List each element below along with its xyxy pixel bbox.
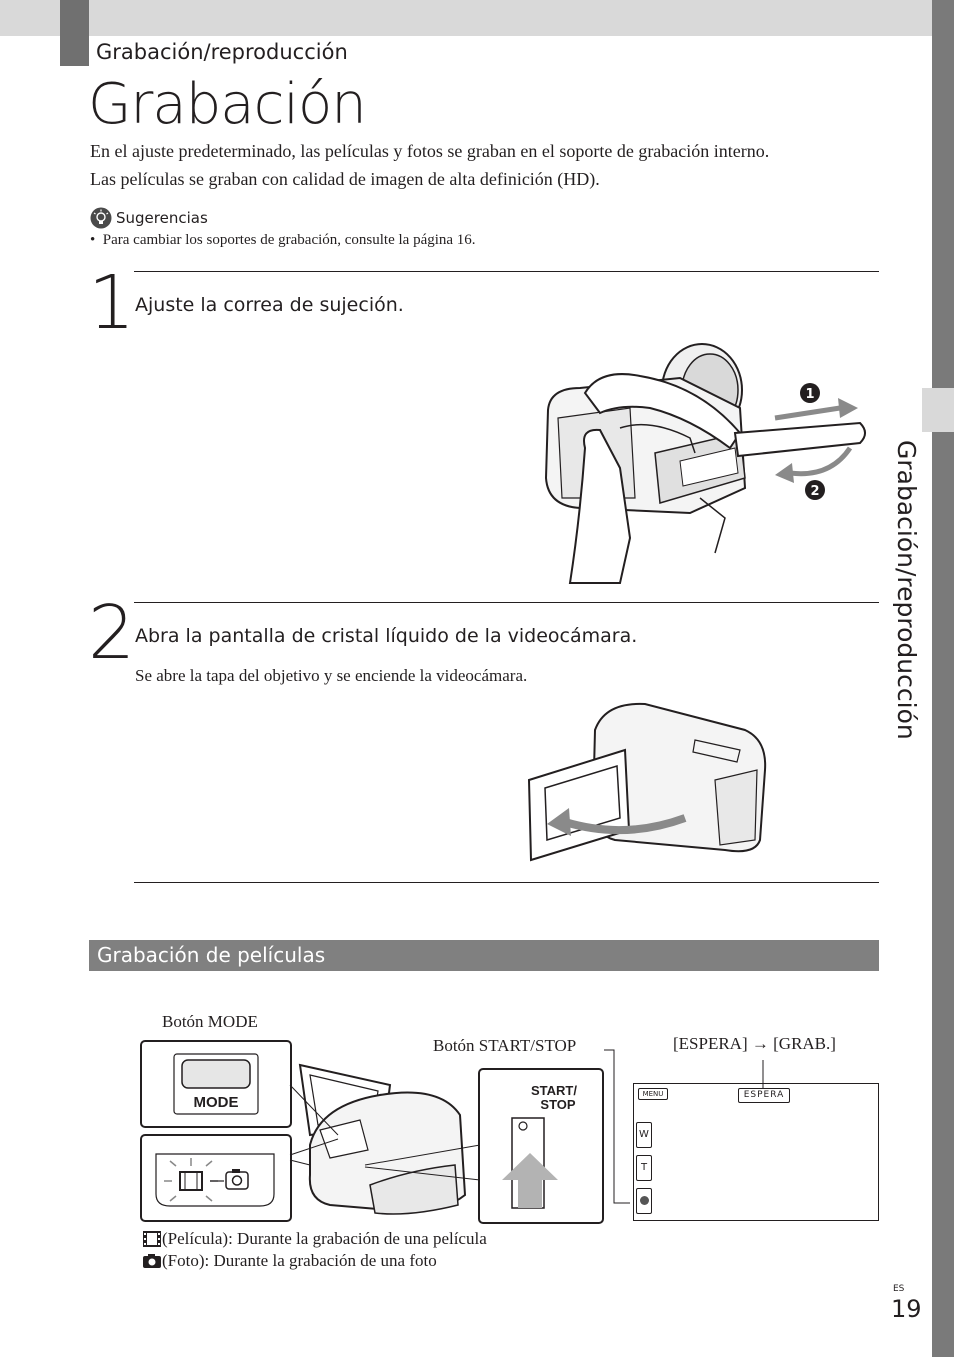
step-2-text: Abra la pantalla de cristal líquido de la videocámara. <box>135 625 638 647</box>
start-stop-key-line2: STOP <box>540 1097 576 1112</box>
tip-item <box>90 232 476 249</box>
intro-text <box>90 137 890 193</box>
mode-indicator-closeup <box>140 1134 292 1222</box>
mode-button-closeup <box>140 1040 292 1128</box>
camcorder-top-illustration <box>290 1055 480 1220</box>
legend-movie <box>142 1229 487 1249</box>
lcd-open-illustration <box>525 700 770 862</box>
page-title: Grabación <box>88 72 366 137</box>
status-change-callout <box>673 1034 836 1054</box>
start-stop-leader <box>600 1048 634 1208</box>
status-arrow: → <box>751 1034 769 1053</box>
tip-text: Para cambiar los soportes de grabación, consulte la página 16. <box>102 232 476 248</box>
tips-header <box>90 207 208 229</box>
subsection-heading: Grabación de películas <box>89 940 879 971</box>
lcd-screen <box>633 1083 879 1221</box>
lcd-record-button[interactable] <box>636 1188 652 1214</box>
side-chapter-label: Grabación/reproducción <box>892 440 921 740</box>
start-stop-key-line1: START/ <box>531 1083 577 1098</box>
tip-bullet: • <box>90 232 96 248</box>
step-2-rule <box>134 602 879 603</box>
lightbulb-icon <box>90 207 112 229</box>
page-number: 19 <box>891 1295 922 1323</box>
top-bar-block <box>60 0 89 66</box>
mode-key-label: MODE <box>193 1094 239 1111</box>
start-stop-callout: Botón START/STOP <box>433 1036 577 1055</box>
intro-line-1: En el ajuste predeterminado, las películas y fotos se graban en el soporte de grabación interno. <box>90 141 770 161</box>
status-to: [GRAB.] <box>773 1034 836 1053</box>
movie-icon <box>142 1230 162 1248</box>
legend-photo <box>142 1251 437 1271</box>
step-1-text: Ajuste la correa de sujeción. <box>135 294 404 316</box>
right-bar <box>932 0 954 1357</box>
strap-marker-2: 2 <box>810 484 820 499</box>
status-from: [ESPERA] <box>673 1034 748 1053</box>
step-2-number: 2 <box>88 590 136 676</box>
record-dot-icon <box>640 1196 649 1205</box>
mode-button-callout: Botón MODE <box>162 1012 258 1031</box>
step-1-rule <box>134 271 879 272</box>
step-end-rule <box>134 882 879 883</box>
chapter-tab[interactable] <box>922 388 954 432</box>
intro-line-2: Las películas se graban con calidad de imagen de alta definición (HD). <box>90 169 600 189</box>
section-label: Grabación/reproducción <box>96 40 348 64</box>
language-code: ES <box>893 1284 905 1294</box>
tips-label: Sugerencias <box>116 209 208 227</box>
camera-icon <box>142 1253 162 1269</box>
camcorder-strap-illustration <box>540 338 880 583</box>
lcd-zoom-t-button[interactable]: T <box>636 1155 652 1181</box>
legend-photo-text: (Foto): Durante la grabación de una foto <box>162 1251 437 1270</box>
lcd-status-indicator: ESPERA <box>738 1088 790 1103</box>
legend-movie-text: (Película): Durante la grabación de una película <box>162 1229 487 1248</box>
step-1-number: 1 <box>88 260 136 346</box>
top-bar <box>0 0 932 36</box>
strap-marker-1: 1 <box>805 387 815 402</box>
step-2-subtext: Se abre la tapa del objetivo y se enciende la videocámara. <box>135 666 528 685</box>
lcd-zoom-w-button[interactable]: W <box>636 1122 652 1148</box>
lcd-menu-button[interactable]: MENU <box>638 1088 668 1100</box>
start-stop-closeup <box>478 1068 604 1224</box>
